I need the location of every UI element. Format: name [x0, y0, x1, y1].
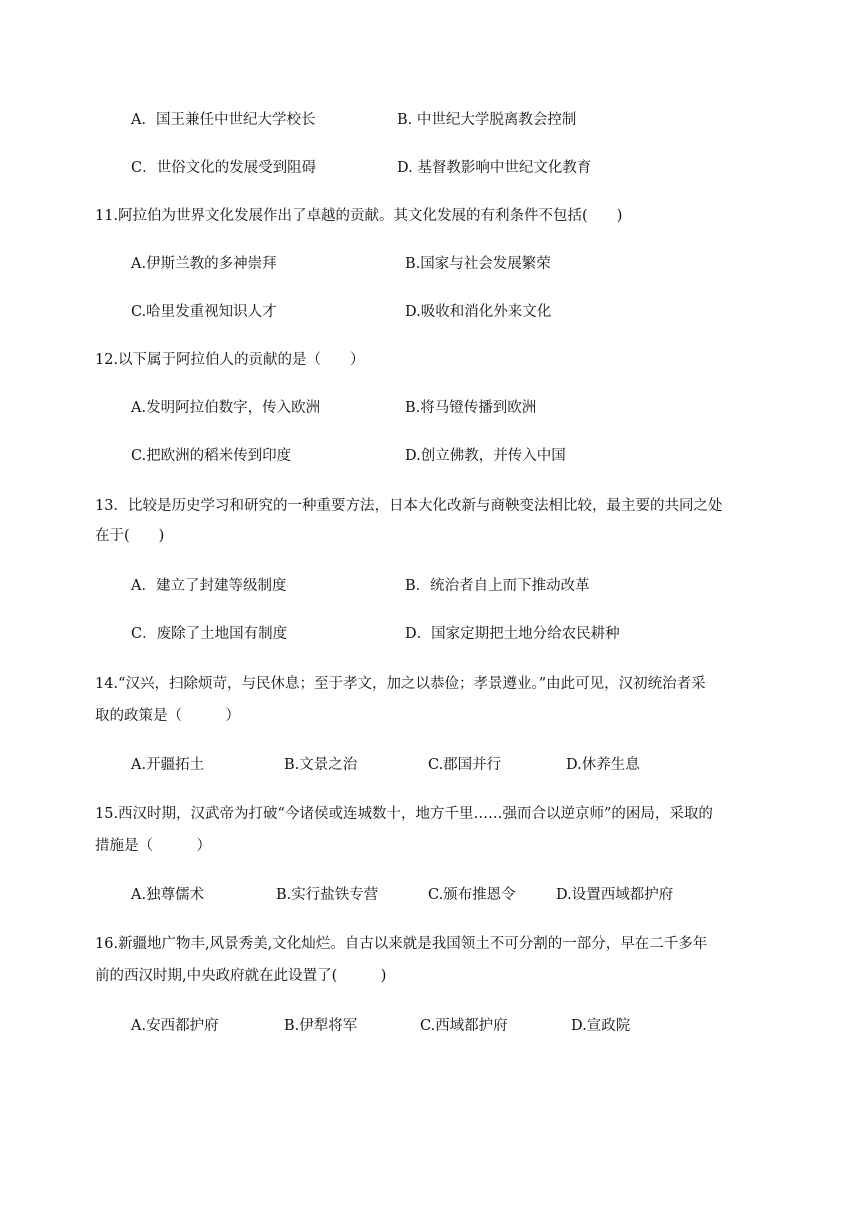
q13-option-a: A．建立了封建等级制度 — [131, 578, 287, 594]
q12-stem: 12.以下属于阿拉伯人的贡献的是（ ） — [95, 352, 365, 368]
q13-option-b: B．统治者自上而下推动改革 — [405, 578, 590, 594]
q16-stem-line-1: 16.新疆地广物丰,风景秀美,文化灿烂。自古以来就是我国领土不可分割的一部分，早在二千多年 — [95, 936, 708, 952]
q15-option-d: D.设置西域都护府 — [556, 887, 674, 903]
q15-option-a: A.独尊儒术 — [131, 887, 205, 903]
q10-option-b: B. 中世纪大学脱离教会控制 — [397, 112, 577, 128]
q16-option-b: B.伊犁将军 — [284, 1018, 358, 1034]
q14-option-b: B.文景之治 — [284, 757, 358, 773]
q11-option-d: D.吸收和消化外来文化 — [405, 304, 552, 320]
q15-option-b: B.实行盐铁专营 — [276, 887, 379, 903]
q11-option-c: C.哈里发重视知识人才 — [131, 304, 277, 320]
q14-stem-line-2: 取的政策是（ ） — [95, 708, 240, 724]
q12-option-a: A.发明阿拉伯数字，传入欧洲 — [131, 400, 321, 416]
q11-option-b: B.国家与社会发展繁荣 — [405, 256, 551, 272]
q14-stem-line-1: 14.“汉兴，扫除烦苛，与民休息；至于孝文，加之以恭俭；孝景遵业。”由此可见，汉初统治者采 — [95, 676, 706, 692]
q12-option-b: B.将马镫传播到欧洲 — [405, 400, 537, 416]
q14-option-a: A.开疆拓土 — [131, 757, 205, 773]
q14-option-d: D.休养生息 — [566, 757, 640, 773]
q13-option-c: C．废除了土地国有制度 — [131, 626, 288, 642]
q15-option-c: C.颁布推恩令 — [428, 887, 516, 903]
q14-option-c: C.郡国并行 — [428, 757, 502, 773]
q13-option-d: D．国家定期把土地分给农民耕种 — [405, 626, 620, 642]
q12-option-d: D.创立佛教，并传入中国 — [405, 448, 566, 464]
q13-stem-line-1: 13．比较是历史学习和研究的一种重要方法，日本大化改新与商鞅变法相比较，最主要的共同之处 — [95, 498, 723, 514]
q10-option-d: D. 基督教影响中世纪文化教育 — [397, 160, 592, 176]
q15-stem-line-1: 15.西汉时期，汉武帝为打破“今诸侯或连城数十，地方千里……强而合以逆京师”的困局，采取的 — [95, 806, 713, 822]
q16-option-a: A.安西都护府 — [131, 1018, 219, 1034]
q10-option-a: A．国王兼任中世纪大学校长 — [131, 112, 316, 128]
q11-stem: 11.阿拉伯为世界文化发展作出了卓越的贡献。其文化发展的有利条件不包括( ) — [95, 208, 623, 224]
q12-option-c: C.把欧洲的稻米传到印度 — [131, 448, 292, 464]
q15-stem-line-2: 措施是（ ） — [95, 838, 211, 854]
q16-stem-line-2: 前的西汉时期,中央政府就在此设置了( ) — [95, 968, 387, 984]
q16-option-c: C.西域都护府 — [420, 1018, 508, 1034]
q13-stem-line-2: 在于( ) — [95, 528, 165, 544]
q10-option-c: C．世俗文化的发展受到阻碍 — [131, 160, 317, 176]
q11-option-a: A.伊斯兰教的多神崇拜 — [131, 256, 277, 272]
q16-option-d: D.宣政院 — [571, 1018, 631, 1034]
